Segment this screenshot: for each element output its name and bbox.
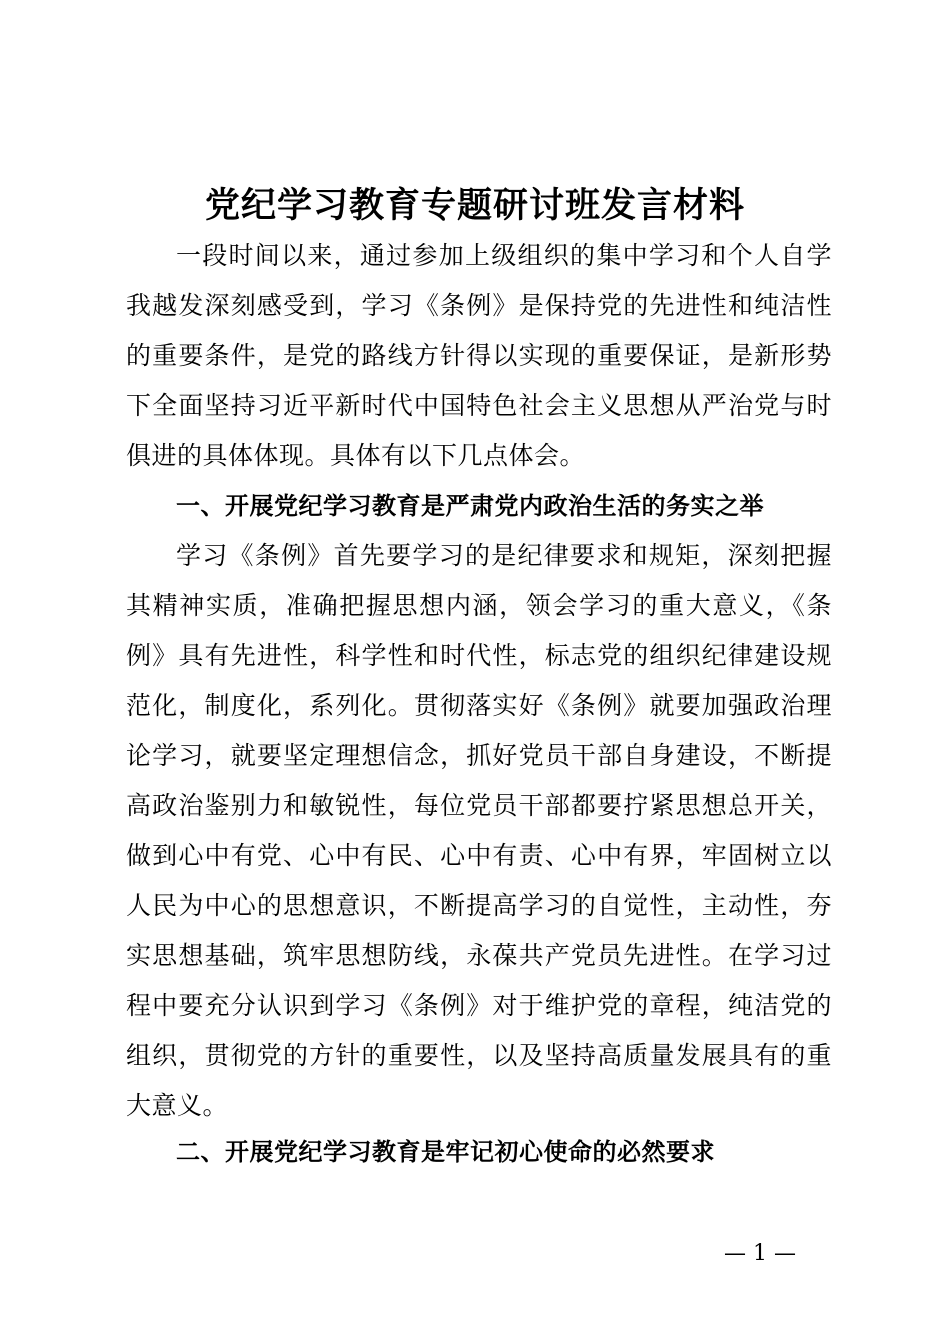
intro-paragraph: 一段时间以来，通过参加上级组织的集中学习和个人自学我越发深刻感受到，学习《条例》是保持党的先进性和纯洁性的重要条件，是党的路线方针得以实现的重要保证，是新形势下全面坚持习近平新时代中国特色社会主义思想从严治党与时俱进的具体体现。具体有以下几点体会。 [126,241,832,470]
page-title: 党纪学习教育专题研讨班发言材料 [204,186,745,226]
page-number: — 1 — [724,1241,796,1266]
section-heading-2: 二、开展党纪学习教育是牢记初心使命的必然要求 [176,1138,715,1166]
section-heading-1: 一、开展党纪学习教育是严肃党内政治生活的务实之举 [176,492,764,520]
section-1-paragraph: 学习《条例》首先要学习的是纪律要求和规矩，深刻把握其精神实质，准确把握思想内涵，领会学习的重大意义，《条例》具有先进性，科学性和时代性，标志党的组织纪律建设规范化，制度化，系列化。贯彻落实好《条例》就要加强政治理论学习，就要坚定理想信念，抓好党员干部自身建设，不断提高政治鉴别力和敏锐性，每位党员干部都要拧紧思想总开关，做到心中有党、心中有民、心中有责、心中有界，牢固树立以人民为中心的思想意识，不断提高学习的自觉性，主动性，夯实思想基础，筑牢思想防线，永葆共产党员先进性。在学习过程中要充分认识到学习《条例》对于维护党的章程，纯洁党的组织，贯彻党的方针的重要性，以及坚持高质量发展具有的重大意义。 [126,541,832,1120]
